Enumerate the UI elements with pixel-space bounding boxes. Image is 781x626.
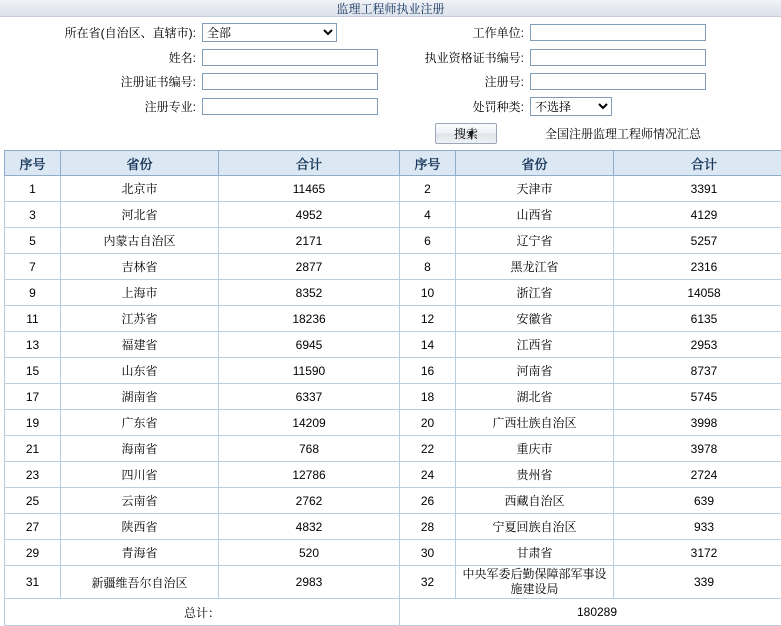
cell-index: 14 [400, 332, 456, 358]
cell-total: 2724 [614, 462, 781, 488]
table-row [5, 488, 781, 514]
form-row-1 [10, 23, 771, 42]
cell-index: 18 [400, 384, 456, 410]
table-total-row [5, 599, 781, 626]
cell-province: 内蒙古自治区 [61, 228, 219, 254]
province-field-cell [202, 23, 384, 42]
table-row [5, 254, 781, 280]
register-cert-no-field-cell [202, 73, 384, 90]
cell-total: 6135 [614, 306, 781, 332]
cell-total: 4129 [614, 202, 781, 228]
cell-province: 北京市 [61, 176, 219, 202]
cell-total: 3391 [614, 176, 781, 202]
name-label: 姓名: [10, 49, 202, 66]
cell-index: 2 [400, 176, 456, 202]
cell-index: 17 [5, 384, 61, 410]
results-table [4, 150, 781, 626]
table-row [5, 176, 781, 202]
table-row [5, 306, 781, 332]
register-cert-no-label: 注册证书编号: [10, 73, 202, 90]
name-field-cell [202, 49, 384, 66]
header-index-left: 序号 [5, 151, 61, 176]
cell-index: 13 [5, 332, 61, 358]
cell-province: 山西省 [456, 202, 614, 228]
cell-province: 浙江省 [456, 280, 614, 306]
name-input[interactable] [202, 49, 378, 66]
register-no-input[interactable] [530, 73, 706, 90]
cell-province: 黑龙江省 [456, 254, 614, 280]
work-unit-input[interactable] [530, 24, 706, 41]
header-total-left: 合计 [219, 151, 400, 176]
major-input[interactable] [202, 98, 378, 115]
cell-province: 四川省 [61, 462, 219, 488]
cell-index: 26 [400, 488, 456, 514]
header-index-right: 序号 [400, 151, 456, 176]
cell-total: 5745 [614, 384, 781, 410]
province-label: 所在省(自治区、直辖市): [10, 24, 202, 41]
header-province-right: 省份 [456, 151, 614, 176]
cell-total: 3998 [614, 410, 781, 436]
form-row-2 [10, 49, 771, 66]
penalty-type-label: 处罚种类: [384, 98, 530, 115]
cell-index: 29 [5, 540, 61, 566]
cell-total: 933 [614, 514, 781, 540]
table-row [5, 202, 781, 228]
qualification-cert-no-field-cell [530, 49, 712, 66]
cell-province: 重庆市 [456, 436, 614, 462]
form-row-3 [10, 73, 771, 90]
cell-index: 27 [5, 514, 61, 540]
cell-total: 6945 [219, 332, 400, 358]
cell-total: 3978 [614, 436, 781, 462]
table-row [5, 358, 781, 384]
cell-index: 7 [5, 254, 61, 280]
cell-province: 江苏省 [61, 306, 219, 332]
table-row [5, 228, 781, 254]
register-cert-no-input[interactable] [202, 73, 378, 90]
table-header-row [5, 151, 781, 176]
cell-province: 云南省 [61, 488, 219, 514]
cell-index: 1 [5, 176, 61, 202]
cell-province: 福建省 [61, 332, 219, 358]
cell-index: 21 [5, 436, 61, 462]
cell-total: 11590 [219, 358, 400, 384]
table-row [5, 332, 781, 358]
register-no-label: 注册号: [384, 73, 530, 90]
table-row [5, 566, 781, 599]
cell-province: 吉林省 [61, 254, 219, 280]
cell-total: 2953 [614, 332, 781, 358]
penalty-type-field-cell [530, 97, 712, 116]
cell-total: 2983 [219, 566, 400, 599]
register-no-field-cell [530, 73, 712, 90]
cell-province: 河南省 [456, 358, 614, 384]
cell-province: 海南省 [61, 436, 219, 462]
form-row-4 [10, 97, 771, 116]
cell-total: 3172 [614, 540, 781, 566]
table-row [5, 514, 781, 540]
cell-total: 5257 [614, 228, 781, 254]
window-titlebar [0, 0, 781, 17]
cell-province: 新疆维吾尔自治区 [61, 566, 219, 599]
cell-province: 江西省 [456, 332, 614, 358]
cell-province: 广西壮族自治区 [456, 410, 614, 436]
cell-index: 31 [5, 566, 61, 599]
cell-index: 10 [400, 280, 456, 306]
cell-index: 12 [400, 306, 456, 332]
cell-total: 6337 [219, 384, 400, 410]
cell-province: 广东省 [61, 410, 219, 436]
qualification-cert-no-input[interactable] [530, 49, 706, 66]
cell-province: 天津市 [456, 176, 614, 202]
major-field-cell [202, 98, 384, 115]
cell-province: 湖北省 [456, 384, 614, 410]
cell-total: 768 [219, 436, 400, 462]
cell-total: 520 [219, 540, 400, 566]
total-value: 180289 [400, 599, 781, 626]
action-row [0, 123, 781, 144]
table-row [5, 462, 781, 488]
table-row [5, 280, 781, 306]
cell-total: 18236 [219, 306, 400, 332]
cell-index: 30 [400, 540, 456, 566]
cell-province: 宁夏回族自治区 [456, 514, 614, 540]
cell-index: 25 [5, 488, 61, 514]
cell-index: 24 [400, 462, 456, 488]
cell-province: 安徽省 [456, 306, 614, 332]
table-row [5, 436, 781, 462]
cell-total: 639 [614, 488, 781, 514]
cell-province: 西藏自治区 [456, 488, 614, 514]
cell-total: 2171 [219, 228, 400, 254]
cell-province: 山东省 [61, 358, 219, 384]
cell-total: 14209 [219, 410, 400, 436]
cell-index: 5 [5, 228, 61, 254]
table-body [5, 176, 781, 626]
cell-index: 28 [400, 514, 456, 540]
results-table-wrap [0, 150, 781, 626]
table-row [5, 410, 781, 436]
header-total-right: 合计 [614, 151, 781, 176]
cell-province: 甘肃省 [456, 540, 614, 566]
province-select[interactable] [202, 23, 337, 42]
cell-index: 8 [400, 254, 456, 280]
search-button-label: 搜索 [454, 127, 478, 141]
qualification-cert-no-label: 执业资格证书编号: [384, 51, 530, 65]
table-row [5, 384, 781, 410]
cell-index: 22 [400, 436, 456, 462]
cell-total: 2877 [219, 254, 400, 280]
header-province-left: 省份 [61, 151, 219, 176]
major-label: 注册专业: [10, 98, 202, 115]
table-row [5, 540, 781, 566]
cell-province: 陕西省 [61, 514, 219, 540]
cell-index: 32 [400, 566, 456, 599]
cell-index: 11 [5, 306, 61, 332]
cell-province: 贵州省 [456, 462, 614, 488]
cell-total: 14058 [614, 280, 781, 306]
cell-province: 上海市 [61, 280, 219, 306]
cell-total: 339 [614, 566, 781, 599]
cell-province: 辽宁省 [456, 228, 614, 254]
summary-title: 全国注册监理工程师情况汇总 [545, 125, 701, 142]
search-form [0, 17, 781, 116]
cell-province: 青海省 [61, 540, 219, 566]
cell-index: 9 [5, 280, 61, 306]
cell-total: 8352 [219, 280, 400, 306]
search-button[interactable] [435, 123, 497, 144]
cell-total: 12786 [219, 462, 400, 488]
cell-total: 2316 [614, 254, 781, 280]
cell-index: 19 [5, 410, 61, 436]
cell-total: 2762 [219, 488, 400, 514]
cell-province: 湖南省 [61, 384, 219, 410]
page-title: 监理工程师执业注册 [336, 0, 444, 17]
cell-total: 11465 [219, 176, 400, 202]
work-unit-field-cell [530, 24, 712, 41]
cell-province: 河北省 [61, 202, 219, 228]
cell-index: 6 [400, 228, 456, 254]
cell-index: 23 [5, 462, 61, 488]
table-head [5, 151, 781, 176]
cell-index: 3 [5, 202, 61, 228]
cell-province: 中央军委后勤保障部军事设施建设局 [456, 566, 614, 599]
work-unit-label: 工作单位: [384, 24, 530, 41]
penalty-type-select[interactable] [530, 97, 612, 116]
cell-total: 4952 [219, 202, 400, 228]
cell-total: 4832 [219, 514, 400, 540]
total-label: 总计： [5, 599, 400, 626]
cell-index: 15 [5, 358, 61, 384]
cell-total: 8737 [614, 358, 781, 384]
cell-index: 20 [400, 410, 456, 436]
cell-index: 4 [400, 202, 456, 228]
cell-index: 16 [400, 358, 456, 384]
